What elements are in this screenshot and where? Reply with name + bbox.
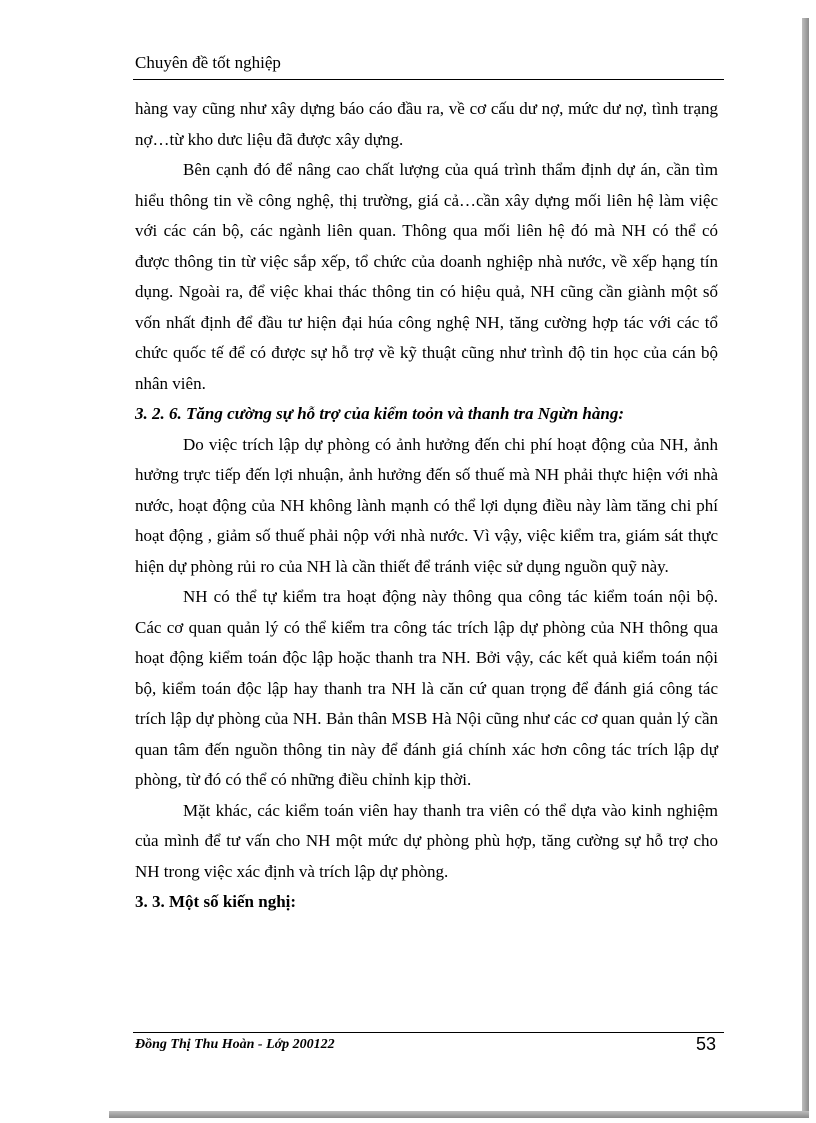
page-number: 53 xyxy=(695,1034,716,1054)
paragraph: Mặt khác, các kiểm toán viên hay thanh tra viên có thể dựa vào kinh nghiệm của mình để tư vấn cho NH một mức dự phòng phù hợp, tăng cường sự hỗ trợ cho NH trong việc xác định và trích lập dự phòng. xyxy=(135,800,718,881)
footer-divider xyxy=(133,1032,724,1033)
page-shadow-bottom xyxy=(109,1111,809,1118)
page-shadow-right xyxy=(802,18,809,1118)
page-body xyxy=(135,94,718,918)
running-header: Chuyên đề tốt nghiệp xyxy=(135,53,281,72)
paragraph: NH có thể tự kiểm tra hoạt động này thông qua công tác kiểm toán nội bộ. Các cơ quan quản lý có thể kiểm tra công tác trích lập dự phòng của NH thông qua hoạt động kiểm toán độc lập hoặc thanh tra NH. Bởi vậy, các kết quả kiểm toán nội bộ, kiểm toán độc lập hay thanh tra NH là căn cứ quan trọng để đánh giá công tác trích lập dự phòng của NH. Bản thân MSB Hà Nội cũng như các cơ quan quản lý cần quan tâm đến nguồn thông tin này để đánh giá chính xác hơn công tác trích lập dự phòng, từ đó có thể có những điều chỉnh kịp thời. xyxy=(135,587,718,789)
section-heading: 3. 2. 6. Tăng cường sự hỗ trợ của kiểm toỏn và thanh tra Ngừn hàng: xyxy=(135,404,624,423)
paragraph: Do việc trích lập dự phòng có ảnh hưởng đến chi phí hoạt động của NH, ảnh hưởng trực tiếp đến lợi nhuận, ảnh hưởng đến số thuế mà NH phải thực hiện với nhà nước, hoạt động của NH không lành mạnh có thể lợi dụng điều này làm tăng chi phí hoạt động , giảm số thuế phải nộp với nhà nước. Vì vậy, việc kiểm tra, giám sát thực hiện dự phòng rủi ro của NH là cần thiết để tránh việc sử dụng nguồn quỹ này. xyxy=(135,434,718,576)
header-divider xyxy=(133,79,724,80)
paragraph: Bên cạnh đó để nâng cao chất lượng của quá trình thẩm định dự án, cần tìm hiểu thông tin về công nghệ, thị trường, giá cả…cần xây dựng mối liên hệ làm việc với các cán bộ, các ngành liên quan. Thông qua mối liên hệ đó mà NH có thể có được thông tin từ việc sắp xếp, tổ chức của doanh nghiệp nhà nước, về xếp hạng tín dụng. Ngoài ra, để việc khai thác thông tin có hiệu quả, NH cũng cần giành một số vốn nhất định để đầu tư hiện đại húa công nghệ NH, tăng cường hợp tác với các tổ chức quốc tế để có được sự hỗ trợ về kỹ thuật cũng như trình độ tin học của cán bộ nhân viên. xyxy=(135,160,718,393)
footer-author: Đồng Thị Thu Hoàn - Lớp 200122 xyxy=(135,1037,335,1052)
paragraph-continuation: hàng vay cũng như xây dựng báo cáo đầu ra, về cơ cấu dư nợ, mức dư nợ, tình trạng nợ…từ kho dưc liệu đã được xây dựng. xyxy=(135,99,718,149)
section-heading: 3. 3. Một số kiến nghị: xyxy=(135,892,297,911)
